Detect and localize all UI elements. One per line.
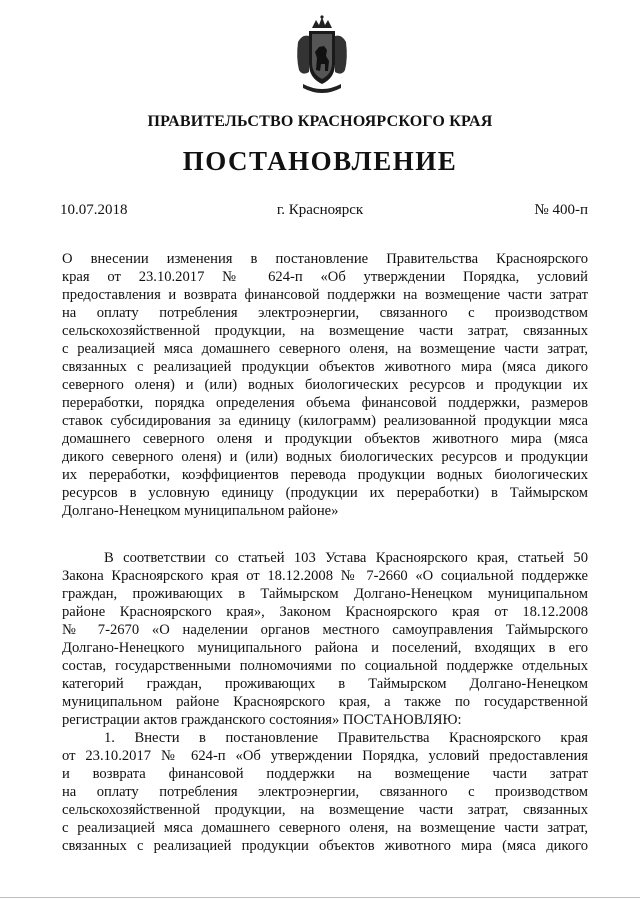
document-date: 10.07.2018: [60, 202, 128, 218]
subject-line: края от 23.10.2017 № 624-п «Об утверждении Порядка, условий: [62, 269, 588, 285]
subject-line: связанных с реализацией продукции объектов животного мира (мяса дикого: [62, 359, 588, 375]
preamble-line: состав, государственными полномочиями по социальной поддержке отдельных: [62, 658, 588, 674]
subject-line: домашнего северного оленя и продукции объектов животного мира (мяса: [62, 431, 588, 447]
item-1-line: связанных с реализацией продукции объектов животного мира (мяса дикого: [62, 838, 588, 854]
document-type-title: ПОСТАНОВЛЕНИЕ: [182, 146, 458, 176]
document-city: г. Красноярск: [276, 202, 364, 218]
item-1-line: и возврата финансовой поддержки на возмещение части затрат: [62, 766, 588, 782]
document-number: № 400-п: [534, 202, 588, 218]
preamble-line: Закона Красноярского края от 18.12.2008 № 7-2660 «О социальной поддержке: [62, 568, 588, 584]
preamble-line: районе Красноярского края», Законом Красноярского края от 18.12.2008: [62, 604, 588, 620]
coat-of-arms-icon: [294, 14, 350, 96]
item-1-line: от 23.10.2017 № 624-п «Об утверждении Порядка, условий предоставления: [62, 748, 588, 764]
preamble-line: муниципальном районе Красноярского края, а также по государственной: [62, 694, 588, 710]
government-name: ПРАВИТЕЛЬСТВО КРАСНОЯРСКОГО КРАЯ: [147, 113, 493, 130]
page-edge-divider: [0, 897, 640, 898]
subject-line: Долгано-Ненецком муниципальном районе»: [62, 503, 339, 519]
item-1-line: сельскохозяйственной продукции, на возмещение части затрат, связанных: [62, 802, 588, 818]
subject-line: ресурсов в условную единицу (продукции их переработки) в Таймырском: [62, 485, 588, 501]
item-1-line: 1. Внести в постановление Правительства Красноярского края: [104, 730, 588, 746]
preamble-line: категорий граждан, проживающих в Таймырском Долгано-Ненецком: [62, 676, 588, 692]
subject-line: переработки, порядка определения объема финансовой поддержки, размеров: [62, 395, 588, 411]
subject-line: северного оленя) и (или) водных биологических ресурсов и продукции их: [62, 377, 588, 393]
subject-line: ставок субсидирования за единицу (килограмм) реализованной продукции мяса: [62, 413, 588, 429]
subject-line: их переработки, коэффициентов перевода продукции водных биологических: [62, 467, 588, 483]
preamble-line: регистрации актов гражданского состояния» ПОСТАНОВЛЯЮ:: [62, 712, 462, 728]
subject-line: О внесении изменения в постановление Правительства Красноярского: [62, 251, 588, 267]
subject-line: дикого северного оленя) и (или) водных биологических ресурсов и продукции: [62, 449, 588, 465]
subject-line: предоставления и возврата финансовой поддержки на возмещение части затрат: [62, 287, 588, 303]
preamble-line: № 7-2670 «О наделении органов местного самоуправления Таймырского: [62, 622, 588, 638]
preamble-line: Долгано-Ненецкого муниципального района и поселений, входящих в его: [62, 640, 588, 656]
item-1-line: на оплату потребления электроэнергии, связанного с производством: [62, 784, 588, 800]
subject-line: с реализацией мяса домашнего северного оленя, на возмещение части затрат,: [62, 341, 588, 357]
subject-line: сельскохозяйственной продукции, на возмещение части затрат, связанных: [62, 323, 588, 339]
item-1-line: с реализацией мяса домашнего северного оленя, на возмещение части затрат,: [62, 820, 588, 836]
preamble-line: В соответствии со статьей 103 Устава Красноярского края, статьей 50: [104, 550, 588, 566]
preamble-line: граждан, проживающих в Таймырском Долгано-Ненецком муниципальном: [62, 586, 588, 602]
subject-line: на оплату потребления электроэнергии, связанного с производством: [62, 305, 588, 321]
